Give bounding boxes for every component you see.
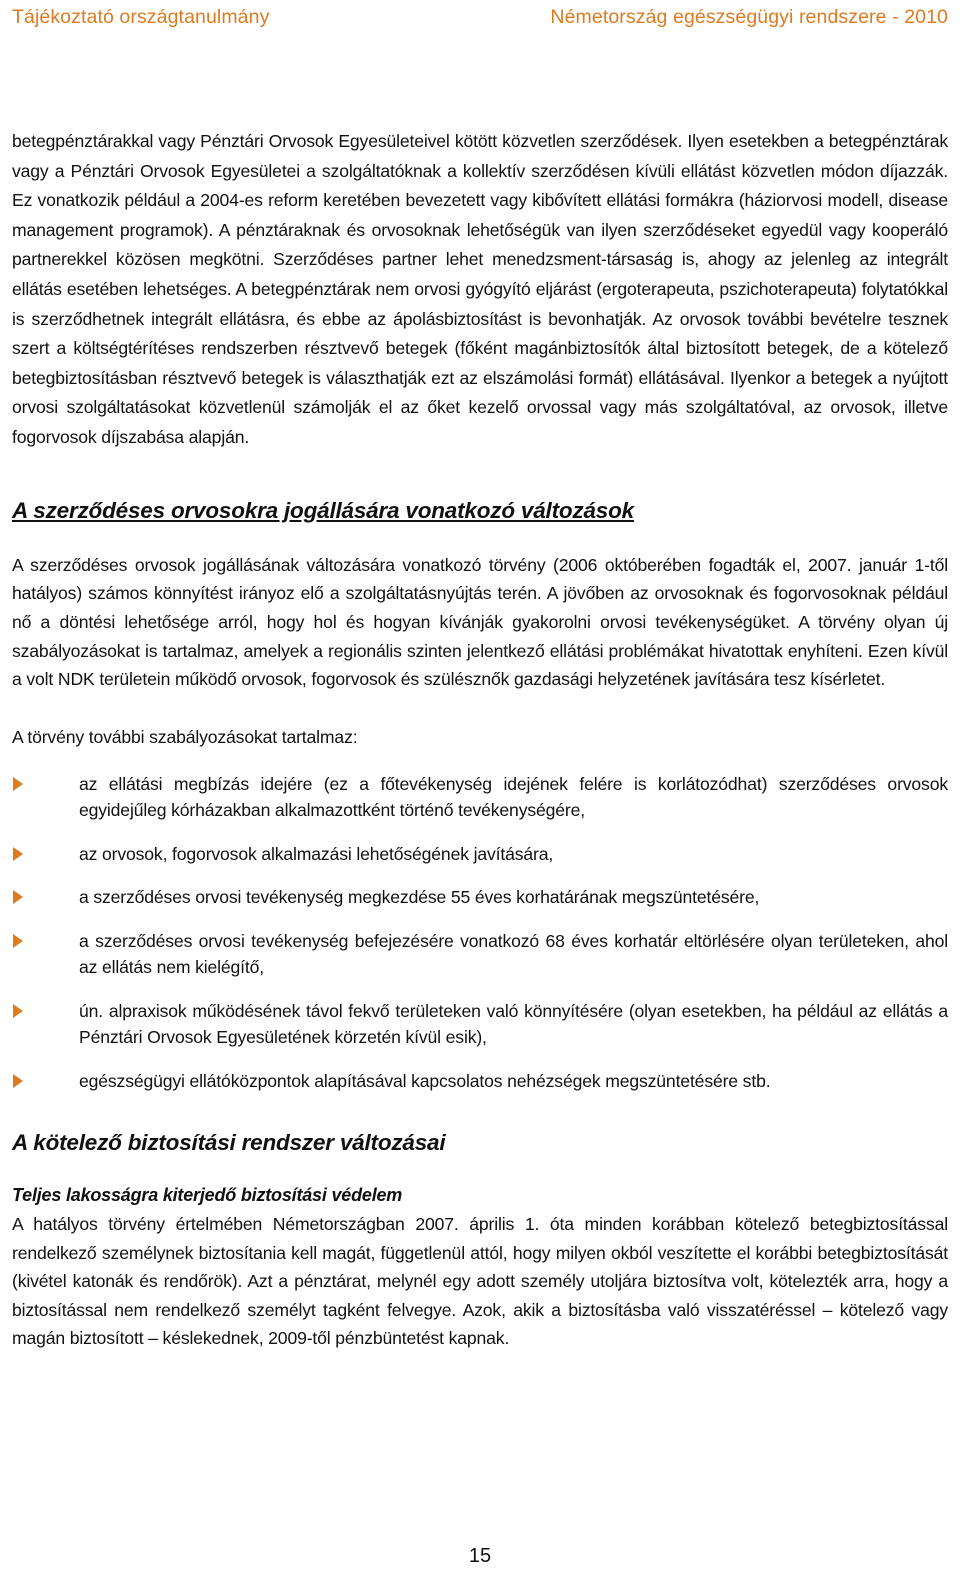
body-paragraph-insurance-obligation: A hatályos törvény értelmében Németországban 2007. április 1. óta minden korábban kötelező betegbiztosítással rendelkező személynek biztosítania kell magát, függetlenül attól, hogy milyen okból veszítette el korábbi betegbiztosítását (kivétel katonák és rendőrök). Azt a pénztárat, melynél egy adott személy utoljára biztosítva volt, kötelezték arra, hogy a biztosítással nem rendelkező személyt tagként felvegye. Azok, akik a biztosításba való visszatéréssel – kötelező vagy magán biztosított – késlekednek, 2009-től pénzbüntetést kapnak. bbox=[12, 1214, 948, 1349]
triangle-right-icon bbox=[13, 890, 23, 904]
triangle-right-icon bbox=[13, 934, 23, 948]
section-heading-mandatory-insurance: A kötelező biztosítási rendszer változásai bbox=[12, 1130, 446, 1156]
regulations-list bbox=[12, 771, 948, 1095]
list-item bbox=[12, 928, 948, 981]
list-item-text: az orvosok, fogorvosok alkalmazási lehetőségének javítására, bbox=[79, 843, 554, 864]
header-document-type: Tájékoztató országtanulmány bbox=[12, 6, 270, 28]
body-paragraph-law-changes: A szerződéses orvosok jogállásának változására vonatkozó törvény (2006 októberében fogadták el, 2007. január 1-től hatályos) számos könnyítést irányoz elő a szolgáltatásnyújtás terén. A jövőben az orvosoknak és fogorvosoknak például nő a döntési lehetősége arról, hogy hol és hogyan kívánják gyakorolni orvosi tevékenységüket. A törvény olyan új szabályozásokat is tartalmaz, amelyek a regionális szinten jelentkező ellátási problémákat hivatottak enyhíteni. Ezen kívül a volt NDK területein működő orvosok, fogorvosok és szülésznők gazdasági helyzetének javítására tesz kísérletet. bbox=[12, 554, 948, 690]
subheading-universal-coverage: Teljes lakosságra kiterjedő biztosítási védelem bbox=[12, 1185, 403, 1206]
list-item-text: ún. alpraxisok működésének távol fekvő területeken való könnyítésére (olyan esetekben, ha például az ellátás a Pénztári Orvosok Egyesületének körzetén kívül esik), bbox=[79, 1000, 948, 1048]
body-paragraph-contracts: betegpénztárakkal vagy Pénztári Orvosok Egyesületeivel kötött közvetlen szerződések. Ilyen esetekben a betegpénztárak vagy a Pénztári Orvosok Egyesületei a szolgáltatóknak a kollektív szerződésen kívüli ellátást közvetlen módon díjazzák. Ez vonatkozik például a 2004-es reform keretében bevezetett vagy kibővített ellátási formákra (háziorvosi modell, disease management programok). A pénztáraknak és orvosoknak lehetőségük van ilyen szerződéseket egyedül vagy kooperáló partnerekkel közösen megkötni. Szerződéses partner lehet menedzsment-társaság is, ahogy az jelenleg az integrált ellátás esetében lehetséges. A betegpénztárak nem orvosi gyógyító eljárást (ergoterapeuta, pszichoterapeuta) folytatókkal is szerződhetnek integrált ellátásra, és ebbe az ápolásbiztosítást is bevonhatják. Az orvosok további bevételre tesznek szert a költségtérítéses rendszerben résztvevő betegek (főként magánbiztosítók által biztosított betegek, de a kötelező betegbiztosításban résztvevő betegek is választhatják ezt az elszámolási formát) ellátásával. Ilyenkor a betegek a nyújtott orvosi szolgáltatásokat közvetlenül számolják el az őket kezelő orvossal vagy más szolgáltatóval, az orvosok, illetve fogorvosok díjszabása alapján. bbox=[12, 131, 948, 447]
page-header bbox=[12, 6, 948, 36]
section-heading-contract-physicians: A szerződéses orvosokra jogállására vonatkozó változások bbox=[12, 497, 634, 523]
header-document-title: Németország egészségügyi rendszere - 2010 bbox=[550, 6, 948, 28]
triangle-right-icon bbox=[13, 777, 23, 791]
triangle-right-icon bbox=[13, 1074, 23, 1088]
list-item bbox=[12, 841, 948, 868]
list-item bbox=[12, 998, 948, 1051]
list-item-text: a szerződéses orvosi tevékenység befejezésére vonatkozó 68 éves korhatár eltörlésére olyan területeken, ahol az ellátás nem kielégítő, bbox=[79, 930, 948, 978]
body-paragraph-law-intro: A törvény további szabályozásokat tartalmaz: bbox=[12, 727, 358, 748]
triangle-right-icon bbox=[13, 1004, 23, 1018]
triangle-right-icon bbox=[13, 847, 23, 861]
page-number: 15 bbox=[468, 1545, 492, 1567]
list-item-text: egészségügyi ellátóközpontok alapításával kapcsolatos nehézségek megszüntetésére stb. bbox=[79, 1070, 771, 1091]
page-content bbox=[12, 127, 948, 1353]
list-item-text: az ellátási megbízás idejére (ez a főtevékenység idejének felére is korlátozódhat) szerződéses orvosok egyidejűleg kórházakban alkalmazottként történő tevékenységére, bbox=[79, 773, 948, 821]
list-item bbox=[12, 771, 948, 824]
list-item-text: a szerződéses orvosi tevékenység megkezdése 55 éves korhatárának megszüntetésére, bbox=[79, 887, 760, 908]
list-item bbox=[12, 884, 948, 911]
list-item bbox=[12, 1068, 948, 1095]
